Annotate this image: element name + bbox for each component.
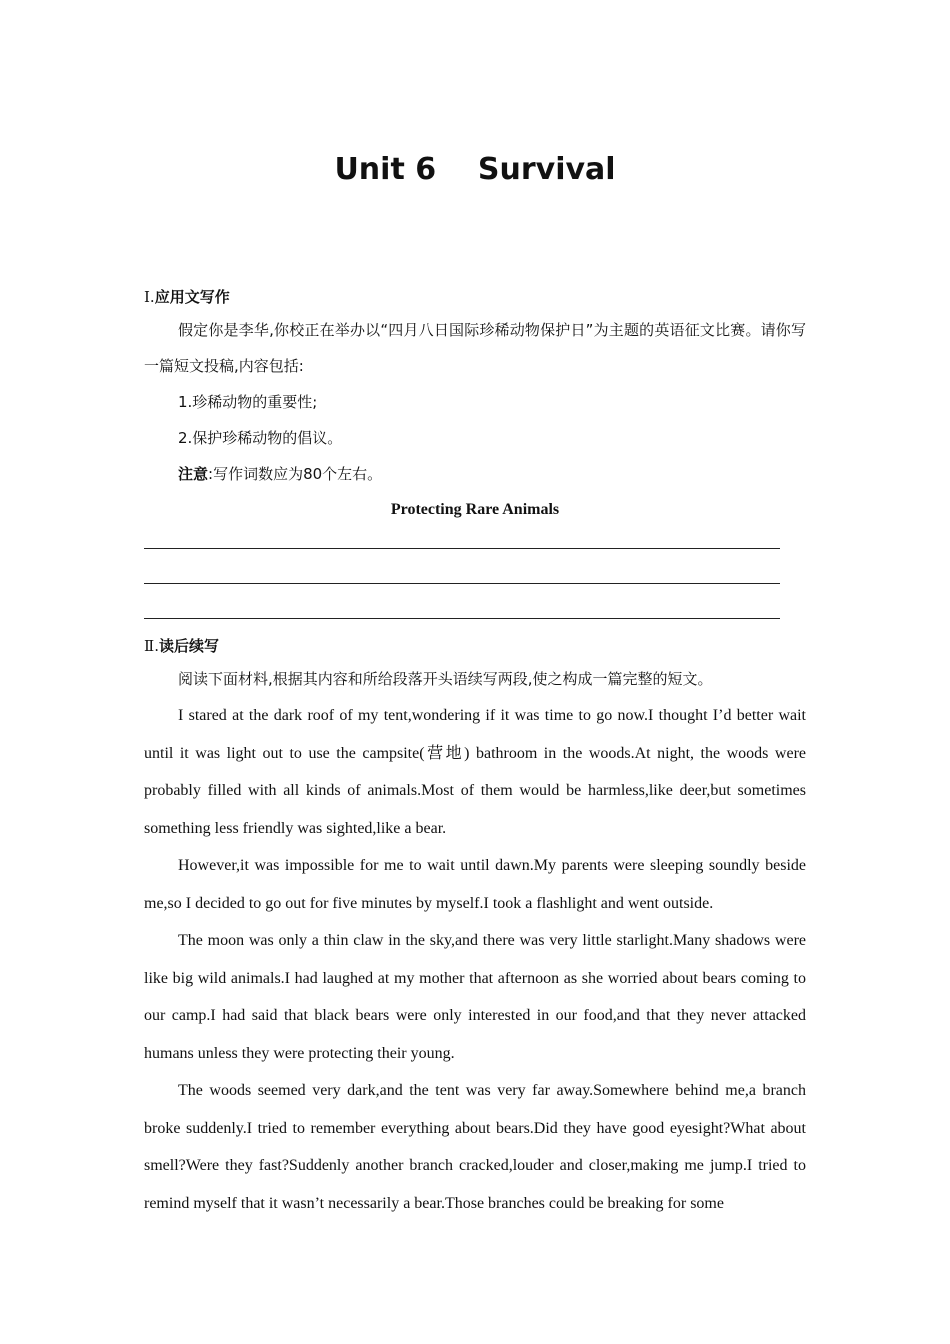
task-intro: 假定你是李华,你校正在举办以“四月八日国际珍稀动物保护日”为主题的英语征文比赛。请你写一篇短文投稿,内容包括:	[144, 321, 806, 375]
story-paragraph: However,it was impossible for me to wait until dawn.My parents were sleeping soundly beside me,so I decided to go out for five minutes by myself.I took a flashlight and went outside.	[144, 857, 806, 912]
section-number: Ⅱ.	[144, 637, 159, 655]
reading-instruction: 阅读下面材料,根据其内容和所给段落开头语续写两段,使之构成一篇完整的短文。	[178, 670, 713, 688]
document-body	[144, 286, 806, 1222]
essay-title: Protecting Rare Animals	[390, 501, 560, 518]
page-title: Unit 6 Survival	[334, 152, 616, 187]
section-title: 读后续写	[158, 637, 219, 655]
note-label: 注意	[178, 465, 209, 483]
story-paragraph: The moon was only a thin claw in the sky,and there was very little starlight.Many shadows were like big wild animals.I had laughed at my mother that afternoon as she worried about bears coming to our camp.I had said that black bears were only interested in our food,and that they never attacked humans unless they were protecting their young.	[144, 932, 806, 1062]
task-item: 2.保护珍稀动物的倡议。	[178, 429, 343, 447]
section-title: 应用文写作	[154, 288, 230, 306]
task-item: 1.珍稀动物的重要性;	[178, 393, 318, 411]
section-heading-continuation-writing	[144, 635, 806, 657]
story-paragraph: The woods seemed very dark,and the tent was very far away.Somewhere behind me,a branch broke suddenly.I tried to remember everything about bears.Did they have good eyesight?What about smell?Were they fast?Suddenly another branch cracked,louder and closer,making me jump.I tried to remind myself that it wasn’t necessarily a bear.Those branches could be breaking for some	[144, 1082, 806, 1212]
section-number: Ⅰ.	[144, 288, 155, 306]
story-paragraph: I stared at the dark roof of my tent,wondering if it was time to go now.I thought I’d better wait until it was light out to use the campsite(营地) bathroom in the woods.At night, the woods were probably filled with all kinds of animals.Most of them would be harmless,like deer,but sometimes something less friendly was sighted,like a bear.	[144, 707, 806, 837]
section-heading-applied-writing	[144, 286, 806, 308]
task-note	[144, 456, 806, 492]
note-text: :写作词数应为80个左右。	[208, 465, 383, 483]
